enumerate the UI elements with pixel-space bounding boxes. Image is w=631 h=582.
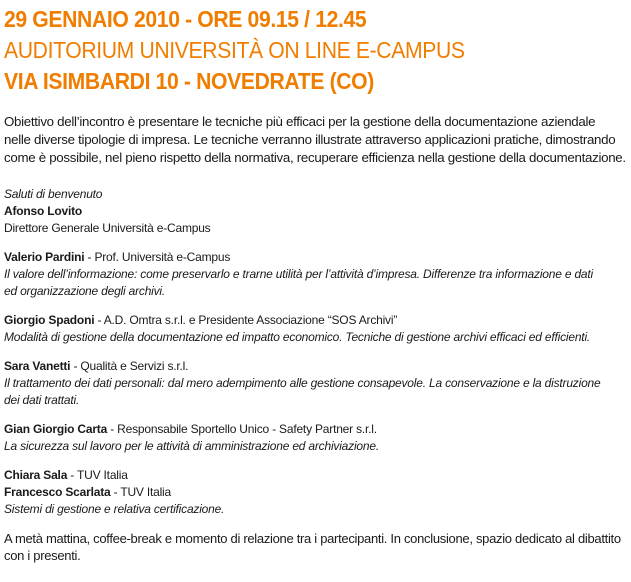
talk-topic: La sicurezza sul lavoro per le attività di amministrazione ed archiviazione.: [4, 439, 379, 453]
closing-paragraph: [4, 530, 627, 564]
venue-heading: AUDITORIUM UNIVERSITÀ ON LINE E-CAMPUS: [4, 37, 465, 63]
intro-line: Obiettivo dell’incontro è presentare le tecniche più efficaci per la gestione della documentazione aziendale: [4, 114, 596, 129]
speaker-name: Valerio Pardini: [4, 250, 85, 264]
welcome-label: Saluti di benvenuto: [4, 187, 103, 201]
speaker-affiliation: - TUV Italia: [110, 485, 171, 499]
program-list: [4, 186, 627, 518]
speaker-name: Chiara Sala: [4, 468, 68, 482]
speaker-name: Sara Vanetti: [4, 359, 71, 373]
talk-topic: Modalità di gestione della documentazione ed impatto economico. Tecniche di gestione archivi efficaci ed efficienti.: [4, 330, 591, 344]
speaker-affiliation: - A.D. Omtra s.r.l. e Presidente Associazione “SOS Archivi”: [94, 313, 398, 327]
speaker-affiliation: - Prof. Università e-Campus: [84, 250, 231, 264]
speaker-name: Francesco Scarlata: [4, 485, 111, 499]
address-heading: VIA ISIMBARDI 10 - NOVEDRATE (CO): [4, 68, 374, 94]
talk-topic: Sistemi di gestione e relativa certificazione.: [4, 502, 225, 516]
date-heading: 29 GENNAIO 2010 - ORE 09.15 / 12.45: [4, 6, 367, 32]
closing-line: A metà mattina, coffee-break e momento di relazione tra i partecipanti. In conclusione, spazio dedicato al dibattito: [4, 531, 621, 546]
closing-line: con i presenti.: [4, 548, 81, 563]
speaker-block: [4, 358, 627, 409]
talk-topic: dei dati trattati.: [4, 393, 80, 407]
speaker-affiliation: - Qualità e Servizi s.r.l.: [70, 359, 189, 373]
intro-line: come è possibile, nel pieno rispetto della normativa, recuperare efficienza nella gestione della documentazione.: [4, 150, 626, 165]
speaker-name: Afonso Lovito: [4, 204, 83, 218]
intro-paragraph: [4, 113, 627, 167]
speaker-role: Direttore Generale Università e-Campus: [4, 221, 211, 235]
speaker-affiliation: - TUV Italia: [67, 468, 128, 482]
speaker-block: [4, 312, 627, 346]
speaker-name: Giorgio Spadoni: [4, 313, 95, 327]
speaker-affiliation: - Responsabile Sportello Unico - Safety Partner s.r.l.: [107, 422, 377, 436]
speaker-name: Gian Giorgio Carta: [4, 422, 108, 436]
welcome-block: [4, 186, 627, 237]
speaker-block: [4, 467, 627, 518]
talk-topic: Il valore dell’informazione: come preservarlo e trarne utilità per l’attività d’impresa. Differenze tra informazione e dati: [4, 267, 594, 281]
talk-topic: Il trattamento dei dati personali: dal mero adempimento alle gestione consapevole. La conservazione e la distruzione: [4, 376, 601, 390]
intro-line: nelle diverse tipologie di impresa. Le tecniche verranno illustrate attraverso applicazioni pratiche, dimostrando: [4, 132, 616, 147]
talk-topic: ed organizzazione degli archivi.: [4, 284, 166, 298]
speaker-block: [4, 249, 627, 300]
speaker-block: [4, 421, 627, 455]
